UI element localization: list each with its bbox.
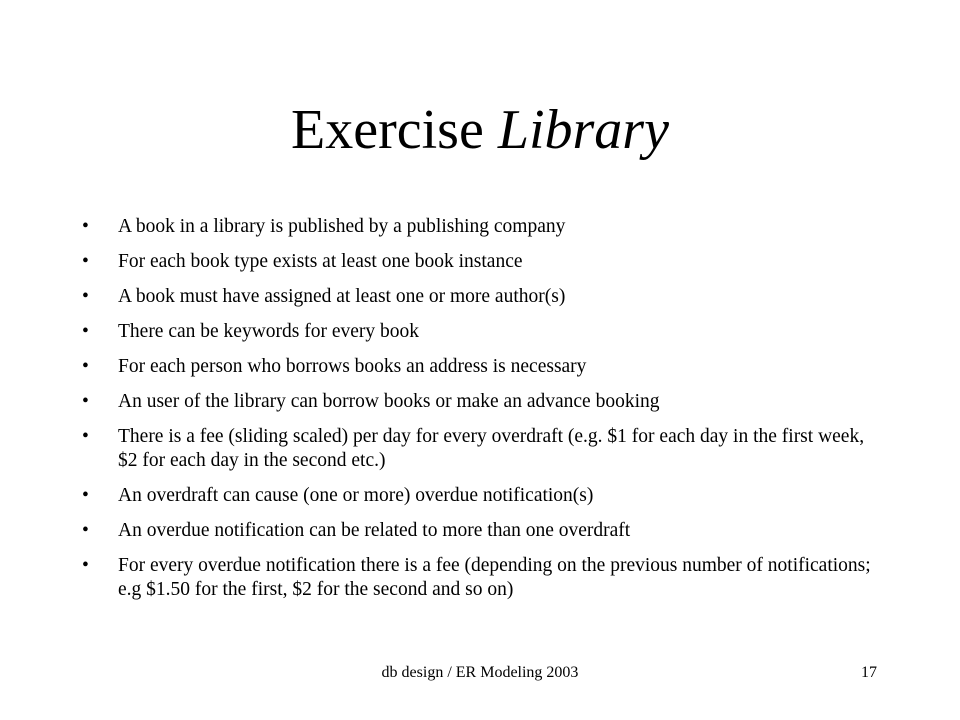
bullet-item [82,355,882,379]
slide-title [0,96,960,164]
bullet-icon: • [82,391,89,412]
bullet-icon: • [82,286,89,307]
bullet-item [82,425,882,473]
bullet-text: There can be keywords for every book [118,321,420,342]
bullet-item [82,390,882,414]
bullet-item [82,215,882,239]
bullet-item [82,320,882,344]
bullet-text: For each person who borrows books an address is necessary [118,356,587,377]
bullet-text: A book must have assigned at least one or more author(s) [118,286,566,307]
bullet-icon: • [82,356,89,377]
bullet-icon: • [82,251,89,272]
bullet-text: An overdue notification can be related to more than one overdraft [118,520,631,541]
bullet-item [82,554,882,602]
bullet-item [82,285,882,309]
bullet-text: An user of the library can borrow books or make an advance booking [118,391,660,412]
bullet-icon: • [82,321,89,342]
bullet-item [82,519,882,543]
bullet-list [82,215,882,613]
slide-title-italic: Library [497,99,669,161]
bullet-icon: • [82,216,89,237]
bullet-item [82,250,882,274]
bullet-text: An overdraft can cause (one or more) overdue notification(s) [118,485,594,506]
bullet-text: For each book type exists at least one book instance [118,251,523,272]
bullet-text: A book in a library is published by a publishing company [118,216,566,237]
bullet-icon: • [82,555,89,576]
bullet-item [82,484,882,508]
bullet-text: There is a fee (sliding scaled) per day for every overdraft (e.g. $1 for each day in the first week, $2 for each day in the second etc.) [118,426,865,471]
bullet-icon: • [82,426,89,447]
bullet-text: For every overdue notification there is a fee (depending on the previous number of notifications; e.g $1.50 for the first, $2 for the second and so on) [118,555,871,600]
page-number: 17 [861,664,877,681]
slide-footer: db design / ER Modeling 2003 [381,664,579,681]
bullet-icon: • [82,520,89,541]
bullet-icon: • [82,485,89,506]
slide-title-main: Exercise [291,99,484,161]
